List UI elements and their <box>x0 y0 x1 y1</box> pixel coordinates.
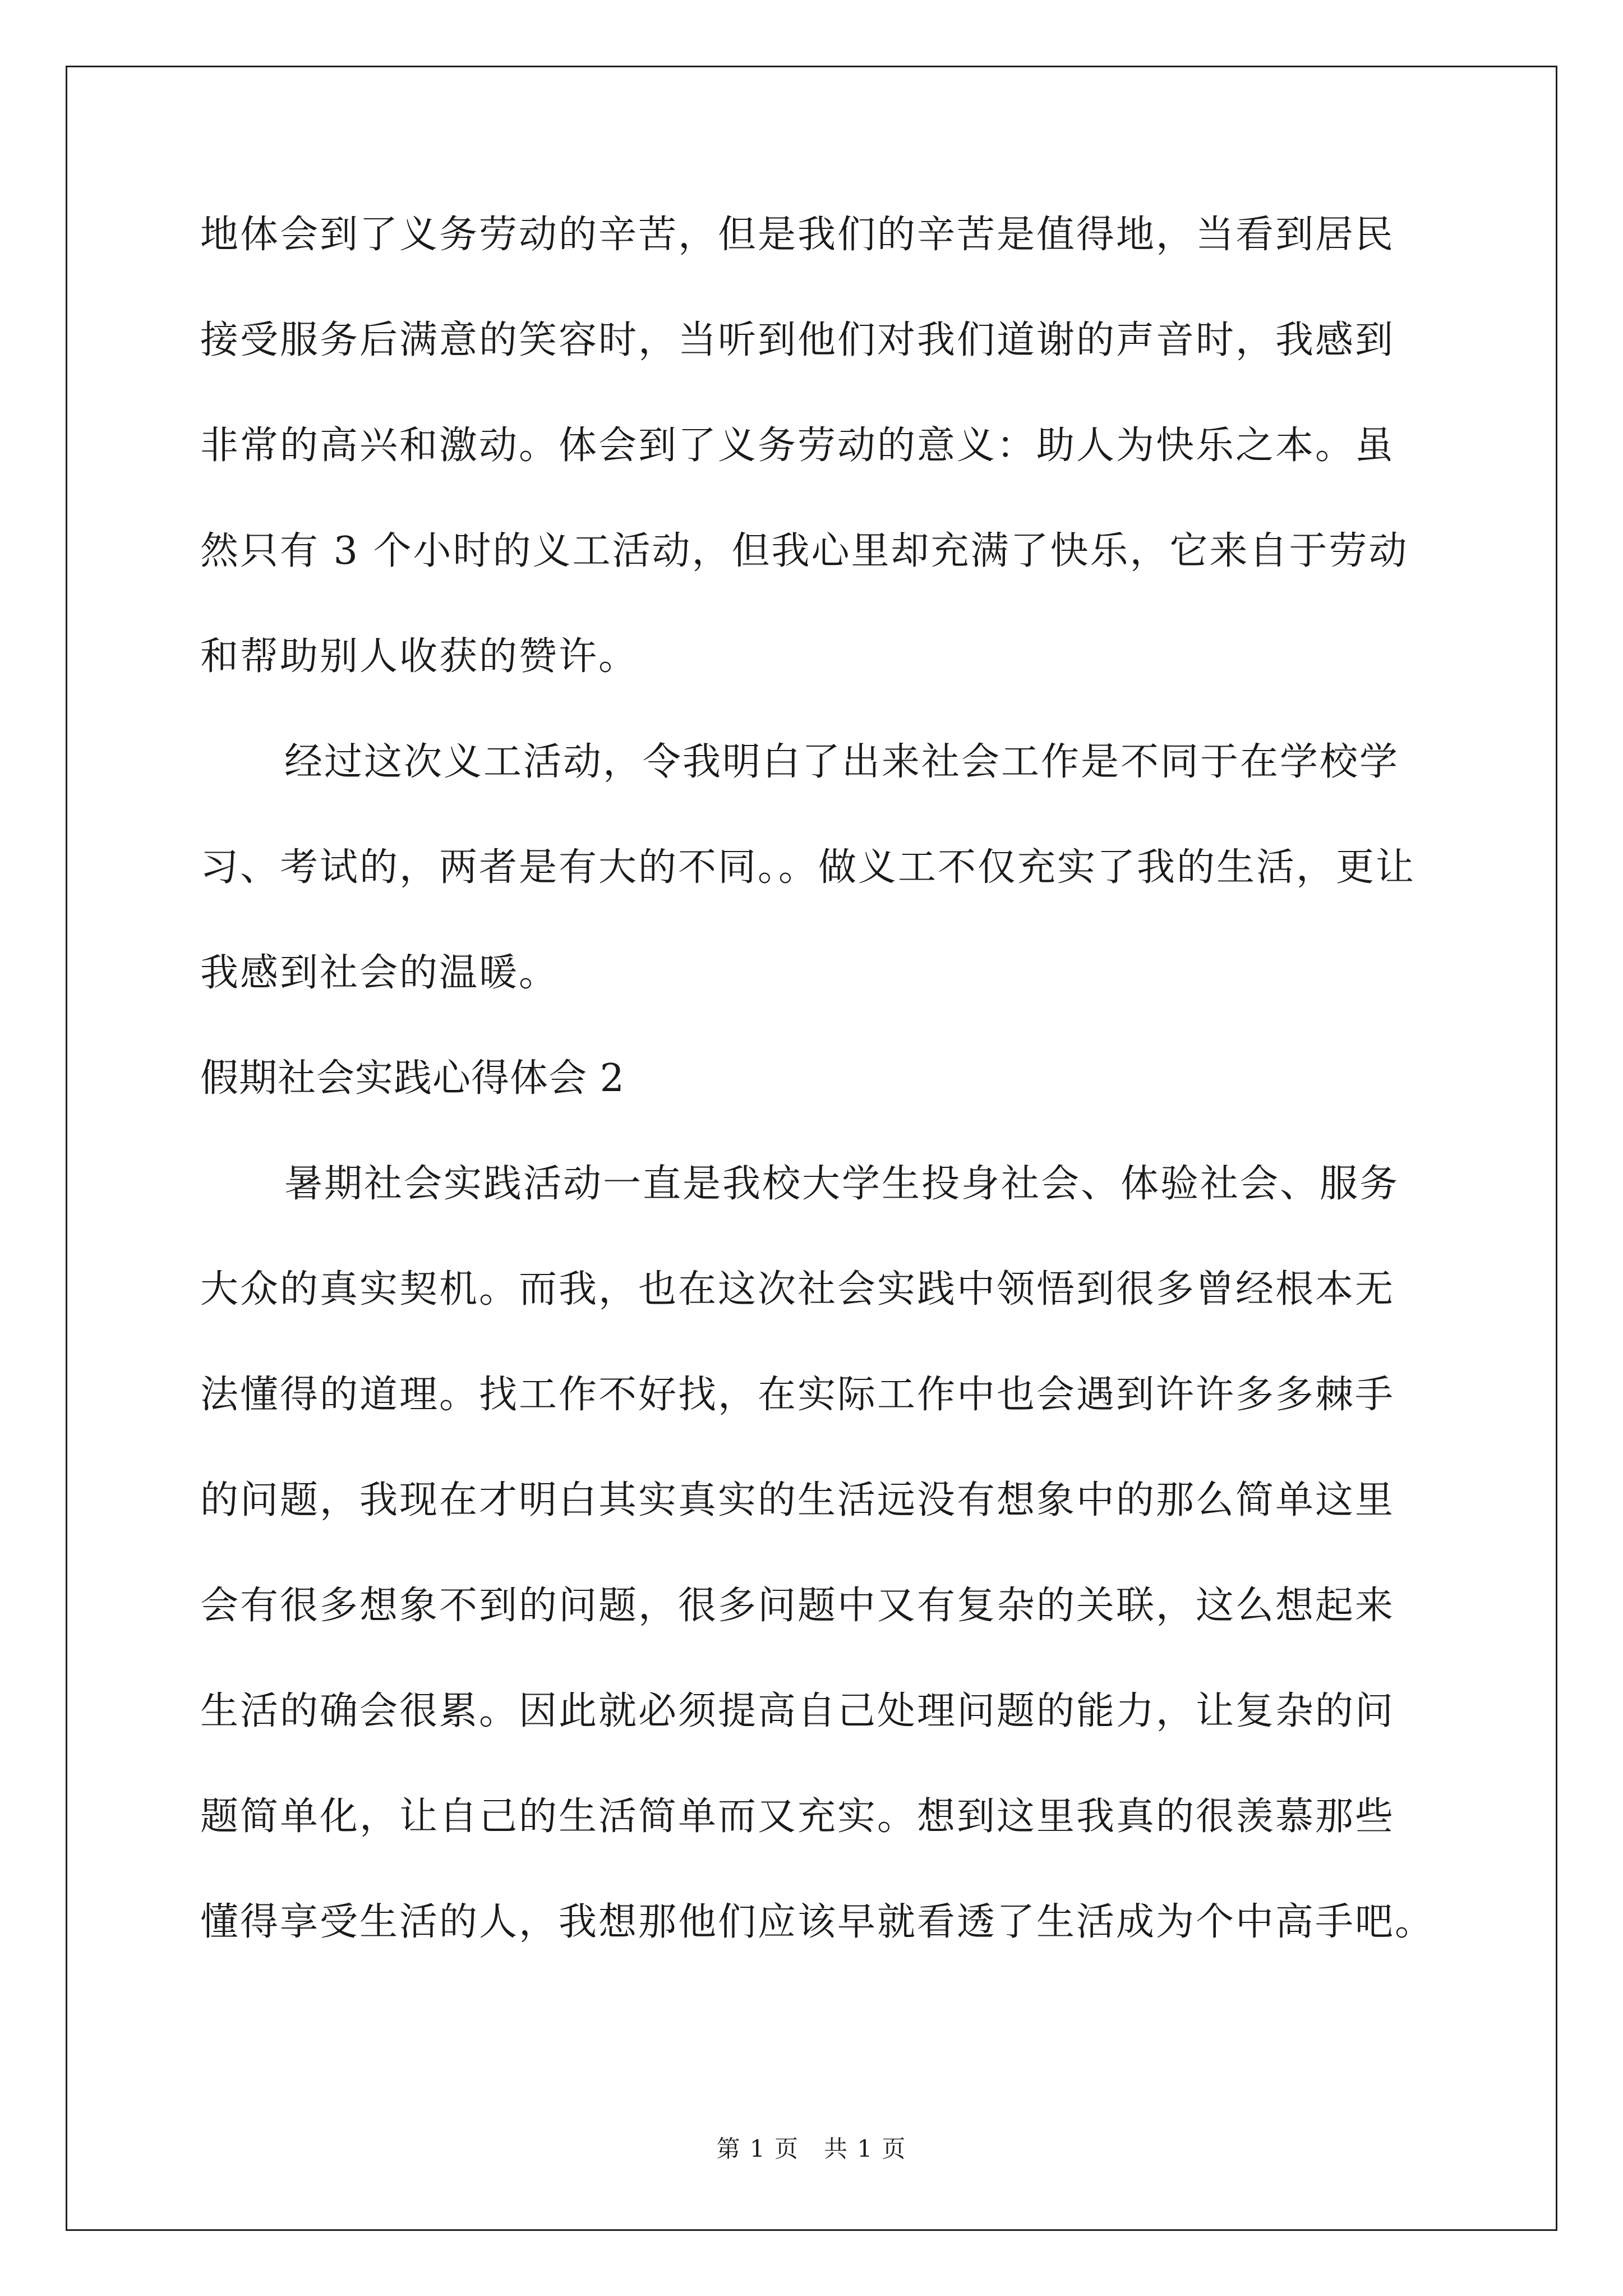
text-line: 会有很多想象不到的问题，很多问题中又有复杂的关联，这么想起来 <box>200 1584 1395 1628</box>
text-line: 题简单化，让自己的生活简单而又充实。想到这里我真的很羡慕那些 <box>200 1795 1395 1839</box>
section-heading: 假期社会实践心得体会 2 <box>200 1056 625 1101</box>
text-line: 习、考试的，两者是有大的不同。。做义工不仅充实了我的生活，更让 <box>200 845 1416 890</box>
text-line: 法懂得的道理。找工作不好找，在实际工作中也会遇到许许多多棘手 <box>200 1373 1395 1417</box>
text-line: 非常的高兴和激动。体会到了义务劳动的意义：助人为快乐之本。虽 <box>200 424 1395 468</box>
text-line: 我感到社会的温暖。 <box>200 951 559 995</box>
paragraph-first-line: 暑期社会实践活动一直是我校大学生投身社会、体验社会、服务 <box>284 1162 1400 1206</box>
document-body <box>200 213 1435 2009</box>
text-line: 然只有 3 个小时的义工活动，但我心里却充满了快乐，它来自于劳动 <box>200 529 1409 573</box>
page-number-footer: 第 1 页 共 1 页 <box>716 2135 907 2162</box>
text-line: 大众的真实契机。而我，也在这次社会实践中领悟到很多曾经根本无 <box>200 1267 1395 1312</box>
text-line: 生活的确会很累。因此就必须提高自己处理问题的能力，让复杂的问 <box>200 1689 1395 1733</box>
paragraph-first-line: 经过这次义工活动，令我明白了出来社会工作是不同于在学校学 <box>284 740 1400 784</box>
text-line: 和帮助别人收获的赞许。 <box>200 634 639 679</box>
text-line: 接受服务后满意的笑容时，当听到他们对我们道谢的声音时，我感到 <box>200 318 1395 362</box>
text-line: 懂得享受生活的人，我想那他们应该早就看透了生活成为个中高手吧。 <box>200 1900 1435 1944</box>
text-line: 地体会到了义务劳动的辛苦，但是我们的辛苦是值得地，当看到居民 <box>200 213 1395 257</box>
text-line: 的问题，我现在才明白其实真实的生活远没有想象中的那么简单这里 <box>200 1478 1395 1522</box>
